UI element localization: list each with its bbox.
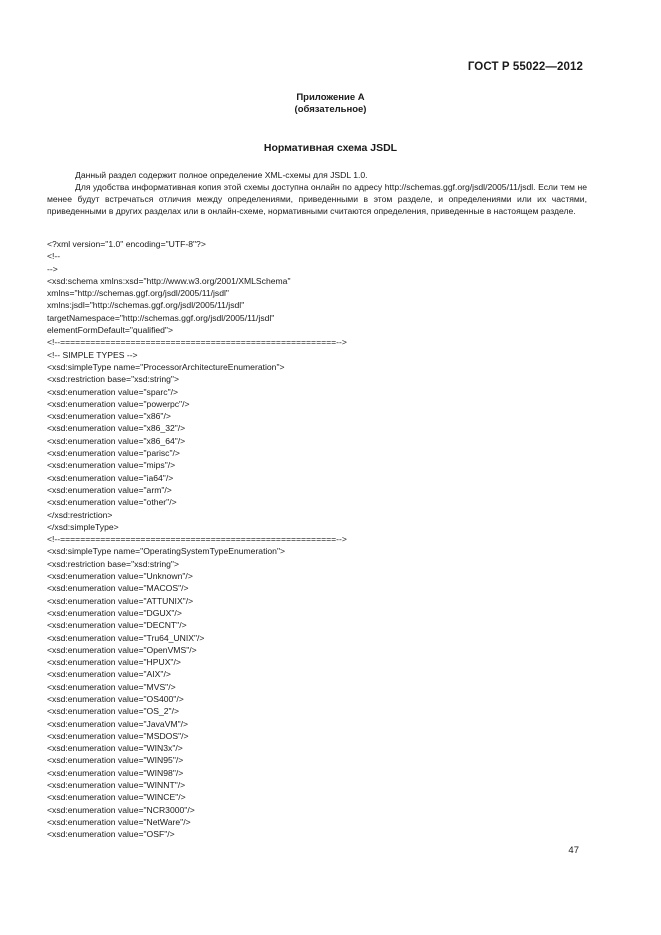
code-line: targetNamespace="http://schemas.ggf.org/jsdl/2005/11/jsdl" [47,312,275,323]
code-line: xmlns:jsdl="http://schemas.ggf.org/jsdl/2005/11/jsdl" [47,300,245,311]
code-line: <xsd:enumeration value="x86"/> [47,411,171,422]
code-line: <xsd:enumeration value="WIN3x"/> [47,743,183,754]
code-line: <xsd:simpleType name="ProcessorArchitectureEnumeration"> [47,361,285,372]
code-line: <xsd:enumeration value="WIN95"/> [47,755,184,766]
code-line: <!-- [47,251,61,262]
code-line: <xsd:enumeration value="arm"/> [47,484,172,495]
code-line: </xsd:simpleType> [47,521,119,532]
code-line: <xsd:enumeration value="MSDOS"/> [47,730,189,741]
code-line: </xsd:restriction> [47,509,113,520]
page-number: 47 [568,845,579,856]
code-line: <xsd:enumeration value="JavaVM"/> [47,718,189,729]
appendix-heading [0,92,661,116]
code-line: <xsd:simpleType name="OperatingSystemTypeEnumeration"> [47,546,286,557]
appendix-subtitle: (обязательное) [294,104,367,115]
code-line: <xsd:restriction base="xsd:string"> [47,558,179,569]
code-line: <xsd:enumeration value="WIN98"/> [47,767,184,778]
xml-schema-listing [47,238,607,841]
code-line: <xsd:enumeration value="WINNT"/> [47,780,186,791]
code-line: <xsd:enumeration value="x86_64"/> [47,435,186,446]
code-line: <xsd:enumeration value="DGUX"/> [47,607,182,618]
code-line: <xsd:enumeration value="HPUX"/> [47,657,181,668]
code-line: <xsd:schema xmlns:xsd="http://www.w3.org/2001/XMLSchema" [47,275,291,286]
code-line: --> [47,263,58,274]
code-line: <xsd:enumeration value="OpenVMS"/> [47,644,197,655]
appendix-title: Приложение А [296,92,365,103]
code-line: <xsd:enumeration value="ia64"/> [47,472,174,483]
code-line: <!--=======================================================--> [47,337,347,348]
code-line: <xsd:enumeration value="ATTUNIX"/> [47,595,194,606]
code-line: <xsd:enumeration value="OS400"/> [47,693,184,704]
code-line: <!--=======================================================--> [47,534,347,545]
code-line: <xsd:enumeration value="x86_32"/> [47,423,186,434]
code-line: <xsd:enumeration value="NetWare"/> [47,816,191,827]
code-line: <xsd:enumeration value="powerpc"/> [47,398,190,409]
code-line: <xsd:enumeration value="Tru64_UNIX"/> [47,632,205,643]
code-line: <xsd:enumeration value="OSF"/> [47,829,175,840]
code-line: <xsd:enumeration value="MVS"/> [47,681,176,692]
code-line: <xsd:enumeration value="mips"/> [47,460,176,471]
code-line: <xsd:enumeration value="other"/> [47,497,177,508]
section-title: Нормативная схема JSDL [263,142,398,154]
code-line: <xsd:enumeration value="DECNT"/> [47,620,187,631]
code-line: <xsd:enumeration value="AIX"/> [47,669,171,680]
code-line: <xsd:enumeration value="OS_2"/> [47,706,179,717]
standard-designation: ГОСТ Р 55022—2012 [467,61,583,73]
code-line: <xsd:enumeration value="MACOS"/> [47,583,189,594]
code-line: <!-- SIMPLE TYPES --> [47,349,138,360]
intro-paragraph-1: Данный раздел содержит полное определение XML-схемы для JSDL 1.0. [75,170,368,180]
code-line: <xsd:restriction base="xsd:string"> [47,374,179,385]
intro-paragraph-2: Для удобства информативная копия этой схемы доступна онлайн по адресу http://schemas.ggf.org/jsdl/2005/11/jsdl. Если тем не менее будут встречаться отличия между определениями, приведенными в этом разделе, и определениями или их частями, приведенными в других разделах или в онлайн-схеме, нормативными считаются определения, приведенные в настоящем разделе. [47,182,587,217]
code-line: elementFormDefault="qualified"> [47,325,174,336]
code-line: <xsd:enumeration value="sparc"/> [47,386,179,397]
code-line: xmlns="http://schemas.ggf.org/jsdl/2005/11/jsdl" [47,288,229,299]
code-line: <xsd:enumeration value="NCR3000"/> [47,804,195,815]
code-line: <?xml version="1.0" encoding="UTF-8"?> [47,239,206,249]
code-line: <xsd:enumeration value="parisc"/> [47,448,180,459]
code-line: <xsd:enumeration value="WINCE"/> [47,792,186,803]
intro-text [47,169,587,217]
code-line: <xsd:enumeration value="Unknown"/> [47,571,193,582]
